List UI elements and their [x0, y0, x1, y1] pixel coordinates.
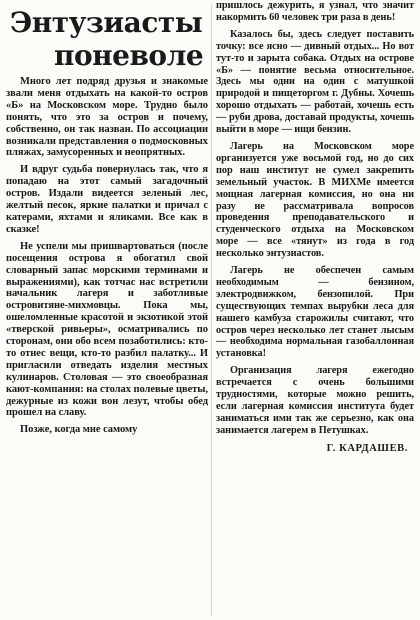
body-paragraph: Позже, когда мне самому	[20, 424, 138, 436]
body-paragraph: И вдруг судьба повернулась так, что я попадаю на этот самый загадочный остров. Издали видеется зеленый лес, желтый песок, яркие палатки и причал с катерами, яхтами и яликами. Все как в сказке!	[6, 164, 208, 235]
author-signature: Г. КАРДАШЕВ.	[326, 442, 408, 454]
body-paragraph: Организация лагеря ежегодно встречается с очень большими трудностями, которые можно решить, если лагерная комиссия института будет заниматься ими так же серьезно, как она занимается лагерем в Петушках.	[216, 365, 414, 436]
body-paragraph: Лагерь не обеспечен самым необходимым — бензином, электродвижком, бензопилой. При существующих темпах вырубки леса для нашего камбуза старожилы считают, что остров через несколько лет станет лысым — необходима нормальная газобаллонная установка!	[216, 265, 414, 360]
body-paragraph: Казалось бы, здесь следует поставить точку: все ясно — дивный отдых... Но вот тут-то и зарыта собака. Отдых на острове «Б» — понятие весьма относительное. Здесь мы одни на один с матушкой природой и пищеторгом г. Дубны. Хочешь хорошо отдыхать — работай, хочешь есть — руби дрова, доставай продукты, хочешь выйти в море — ищи бензин.	[216, 28, 414, 136]
column-divider	[211, 4, 212, 616]
body-paragraph: пришлось дежурить, я узнал, что значит накормить 60 человек три раза в день!	[216, 0, 414, 23]
headline-line-1: Энтузиасты	[10, 6, 203, 39]
right-column	[216, 0, 414, 620]
body-paragraph: Лагерь на Московском море организуется уже восьмой год, но до сих пор наш институт не сумел закрепить земельный участок. В МИХМе имеется мощная лагерная комиссия, но она ни разу не рассматривала вопросов проведения преподавательского и студенческого отдыха на Московском море — все «тянут» из года в год несколько энтузиастов.	[216, 140, 414, 260]
headline-line-2: поневоле	[54, 39, 204, 72]
body-paragraph: Много лет подряд друзья и знакомые звали меня отдыхать на какой-то остров «Б» на Московском море. Трудно было понять, что это за остров и почему, собственно, он так назван. По ассоциации возникали представления о подмосковных пляжах, замусоренных и неопрятных.	[6, 76, 208, 159]
body-paragraph: Не успели мы пришвартоваться (после посещения острова я обогатил свой словарный запас морскими терминами и выражениями), как тотчас нас встретили начальник лагеря и заботливые островитяне-михмовцы. Пока мы, ошеломленные красотой и экзотикой этой «тверской ривьеры», осматривались по сторонам, они обо всем позаботились: кто-то отнес вещи, кто-то разбил палатку... И пригласили отведать изделия местных кулинаров. Столовая — это своеобразная кают-компания: на столах полевые цветы, дежурные из кожи вон лезут, чтобы обед прошел на славу.	[6, 240, 208, 419]
article-headline	[10, 6, 208, 72]
left-column	[6, 0, 208, 620]
